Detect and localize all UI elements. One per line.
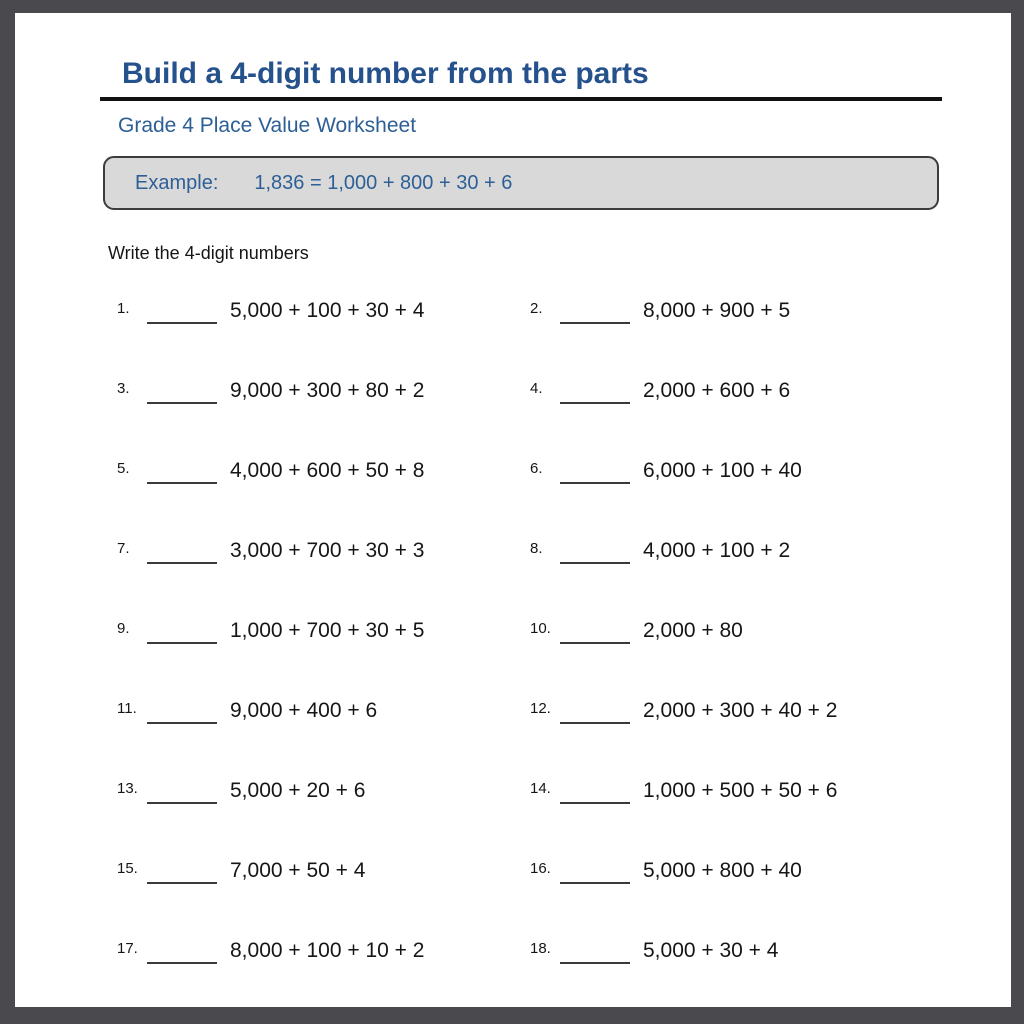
example-label: Example: <box>135 171 219 194</box>
problem-expression: 9,000 + 300 + 80 + 2 <box>230 379 425 402</box>
problem-number: 7. <box>117 540 130 557</box>
problem-number: 10. <box>530 620 551 637</box>
answer-blank <box>147 614 217 644</box>
problem-item-18 <box>530 930 1011 964</box>
answer-blank <box>560 534 630 564</box>
problem-expression: 5,000 + 30 + 4 <box>643 939 779 962</box>
problem-number: 16. <box>530 860 551 877</box>
answer-blank <box>147 774 217 804</box>
answer-blank <box>560 694 630 724</box>
example-box <box>103 156 939 210</box>
problem-item-10 <box>530 610 1011 644</box>
problem-item-9 <box>117 610 530 644</box>
answer-blank <box>147 934 217 964</box>
problem-item-14 <box>530 770 1011 804</box>
problem-item-15 <box>117 850 530 884</box>
problem-number: 5. <box>117 460 130 477</box>
answer-blank <box>560 854 630 884</box>
problem-number: 9. <box>117 620 130 637</box>
problem-item-8 <box>530 530 1011 564</box>
answer-blank <box>560 454 630 484</box>
problem-item-17 <box>117 930 530 964</box>
problem-item-7 <box>117 530 530 564</box>
problem-expression: 7,000 + 50 + 4 <box>230 859 366 882</box>
problem-number: 1. <box>117 300 130 317</box>
problem-item-5 <box>117 450 530 484</box>
problem-expression: 5,000 + 100 + 30 + 4 <box>230 299 425 322</box>
problem-item-12 <box>530 690 1011 724</box>
problem-number: 14. <box>530 780 551 797</box>
problem-item-4 <box>530 370 1011 404</box>
problem-expression: 1,000 + 700 + 30 + 5 <box>230 619 425 642</box>
problem-number: 12. <box>530 700 551 717</box>
problem-expression: 5,000 + 20 + 6 <box>230 779 366 802</box>
problem-expression: 8,000 + 100 + 10 + 2 <box>230 939 425 962</box>
problem-item-3 <box>117 370 530 404</box>
answer-blank <box>560 934 630 964</box>
answer-blank <box>560 374 630 404</box>
instruction-text: Write the 4-digit numbers <box>108 243 309 263</box>
problems-grid <box>117 290 1011 1010</box>
problem-expression: 1,000 + 500 + 50 + 6 <box>643 779 838 802</box>
page-title: Build a 4-digit number from the parts <box>122 57 649 90</box>
answer-blank <box>147 694 217 724</box>
answer-blank <box>147 294 217 324</box>
problem-expression: 4,000 + 600 + 50 + 8 <box>230 459 425 482</box>
problem-number: 6. <box>530 460 543 477</box>
answer-blank <box>560 774 630 804</box>
worksheet-page <box>15 13 1011 1007</box>
problem-expression: 2,000 + 300 + 40 + 2 <box>643 699 838 722</box>
problem-item-13 <box>117 770 530 804</box>
problem-expression: 2,000 + 80 <box>643 619 743 642</box>
answer-blank <box>560 294 630 324</box>
problem-number: 11. <box>117 700 137 717</box>
problem-item-11 <box>117 690 530 724</box>
problem-number: 13. <box>117 780 138 797</box>
problem-number: 4. <box>530 380 543 397</box>
answer-blank <box>147 374 217 404</box>
answer-blank <box>147 534 217 564</box>
problem-number: 2. <box>530 300 543 317</box>
problem-item-6 <box>530 450 1011 484</box>
problem-item-2 <box>530 290 1011 324</box>
worksheet-subtitle: Grade 4 Place Value Worksheet <box>118 114 417 137</box>
problem-item-16 <box>530 850 1011 884</box>
problem-number: 3. <box>117 380 130 397</box>
example-equation: 1,836 = 1,000 + 800 + 30 + 6 <box>254 171 513 194</box>
problem-expression: 3,000 + 700 + 30 + 3 <box>230 539 425 562</box>
problem-expression: 4,000 + 100 + 2 <box>643 539 791 562</box>
problem-number: 15. <box>117 860 138 877</box>
answer-blank <box>147 454 217 484</box>
problem-expression: 8,000 + 900 + 5 <box>643 299 791 322</box>
problem-number: 17. <box>117 940 138 957</box>
title-underline <box>100 97 942 101</box>
problem-expression: 2,000 + 600 + 6 <box>643 379 791 402</box>
problem-expression: 6,000 + 100 + 40 <box>643 459 802 482</box>
problem-expression: 9,000 + 400 + 6 <box>230 699 378 722</box>
answer-blank <box>560 614 630 644</box>
problem-expression: 5,000 + 800 + 40 <box>643 859 802 882</box>
problem-number: 8. <box>530 540 543 557</box>
problem-item-1 <box>117 290 530 324</box>
answer-blank <box>147 854 217 884</box>
problem-number: 18. <box>530 940 551 957</box>
